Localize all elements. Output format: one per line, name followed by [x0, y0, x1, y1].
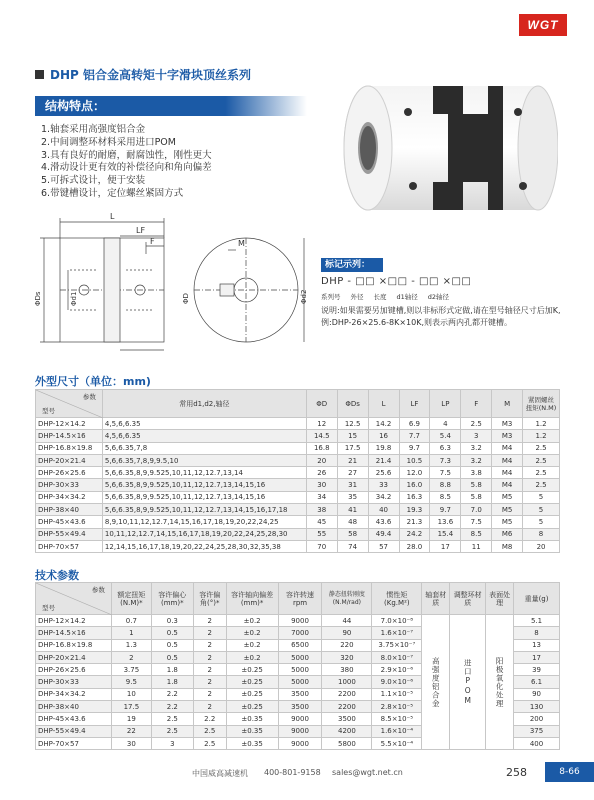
value-cell: 320: [322, 651, 372, 663]
value-cell: 2.5: [523, 442, 560, 454]
value-cell: 5: [523, 504, 560, 516]
value-cell: 1000: [322, 676, 372, 688]
value-cell: 200: [514, 713, 560, 725]
dims-corner-header: [36, 390, 103, 418]
dim-d2: Φd2: [300, 289, 308, 304]
value-cell: 4,5,6,6.35: [102, 418, 306, 430]
value-cell: 2: [193, 651, 226, 663]
value-cell: 12: [306, 418, 337, 430]
sleeve-material-cell: 高强度铝合金: [422, 615, 450, 750]
dims-table-body: [36, 418, 560, 553]
value-cell: 1.2: [523, 430, 560, 442]
value-cell: ±0.35: [226, 725, 278, 737]
value-cell: 16.3: [399, 491, 430, 503]
value-cell: 0.5: [151, 639, 193, 651]
value-cell: 43.6: [368, 516, 399, 528]
table-row: [36, 504, 560, 516]
value-cell: 48: [337, 516, 368, 528]
value-cell: ±0.2: [226, 615, 278, 627]
value-cell: 24.2: [399, 528, 430, 540]
dim-Ds: ΦDs: [34, 291, 42, 306]
marking-label: 长度: [373, 293, 387, 301]
value-cell: 5,6,6.35,7,8: [102, 442, 306, 454]
value-cell: 2: [193, 688, 226, 700]
value-cell: 2.2: [193, 713, 226, 725]
table-row: [36, 442, 560, 454]
value-cell: 1.8: [151, 676, 193, 688]
model-cell: DHP-30×33: [36, 676, 112, 688]
value-cell: 9.5: [111, 676, 151, 688]
value-cell: 2: [111, 651, 151, 663]
table-row: [36, 418, 560, 430]
value-cell: 90: [322, 627, 372, 639]
feature-item: 6.带键槽设计，定位螺丝紧固方式: [41, 187, 184, 199]
value-cell: 74: [337, 540, 368, 552]
value-cell: 3.75×10⁻⁷: [372, 639, 422, 651]
value-cell: 2: [193, 615, 226, 627]
value-cell: 58: [337, 528, 368, 540]
value-cell: 26: [306, 467, 337, 479]
marking-note-2: 例:DHP-26×25.6-8K×10K,则表示两内孔都开键槽。: [321, 317, 512, 327]
value-cell: 39: [514, 664, 560, 676]
value-cell: 14.2: [368, 418, 399, 430]
model-cell: DHP-12×14.2: [36, 615, 112, 627]
value-cell: 38: [306, 504, 337, 516]
value-cell: ±0.25: [226, 676, 278, 688]
tech-col-header: 容许轴向偏差(mm)*: [226, 583, 278, 615]
table-row: [36, 491, 560, 503]
model-cell: DHP-14.5×16: [36, 627, 112, 639]
value-cell: M4: [492, 442, 523, 454]
dim-M: M: [238, 239, 245, 248]
value-cell: 16.0: [399, 479, 430, 491]
value-cell: 2.2: [151, 688, 193, 700]
value-cell: 380: [322, 664, 372, 676]
value-cell: 49.4: [368, 528, 399, 540]
ring-material-cell: 进口POM: [450, 615, 486, 750]
dims-col-header: ΦDs: [337, 390, 368, 418]
value-cell: 16.8: [306, 442, 337, 454]
value-cell: 9.0×10⁻⁶: [372, 676, 422, 688]
value-cell: 1: [111, 627, 151, 639]
value-cell: 2: [193, 676, 226, 688]
model-cell: DHP-26×25.6: [36, 664, 112, 676]
value-cell: 7000: [278, 627, 322, 639]
value-cell: 20: [306, 454, 337, 466]
dim-F: F: [150, 237, 155, 246]
footer-company: 中国威高减速机: [192, 769, 248, 778]
marking-label: 外径: [350, 293, 364, 301]
value-cell: 3.2: [461, 454, 492, 466]
value-cell: 7.5: [430, 467, 461, 479]
value-cell: 11: [461, 540, 492, 552]
value-cell: 5.4: [430, 430, 461, 442]
value-cell: 8.5: [430, 491, 461, 503]
value-cell: 8.8: [430, 479, 461, 491]
marking-label: 系列号: [321, 293, 341, 301]
page-number: 258: [506, 766, 527, 779]
value-cell: 2.5: [523, 454, 560, 466]
value-cell: 70: [306, 540, 337, 552]
dims-col-header: ΦD: [306, 390, 337, 418]
value-cell: 8.5: [461, 528, 492, 540]
dim-LF: LF: [136, 226, 146, 235]
value-cell: ±0.35: [226, 737, 278, 749]
value-cell: 34.2: [368, 491, 399, 503]
value-cell: 1.3: [111, 639, 151, 651]
model-cell: DHP-12×14.2: [36, 418, 103, 430]
value-cell: 1.8: [151, 664, 193, 676]
value-cell: 2: [193, 664, 226, 676]
value-cell: 41: [337, 504, 368, 516]
value-cell: M3: [492, 418, 523, 430]
tech-col-header: 容许转速rpm: [278, 583, 322, 615]
model-cell: DHP-34×34.2: [36, 688, 112, 700]
tech-col-header: 容许偏角(°)*: [193, 583, 226, 615]
dims-col-header: LP: [430, 390, 461, 418]
value-cell: 5,6,6.35,8,9,9.525,10,11,12,12.7,13,14,15,16: [102, 491, 306, 503]
value-cell: 40: [368, 504, 399, 516]
value-cell: 2.5: [523, 467, 560, 479]
value-cell: 2.5: [461, 418, 492, 430]
features-header: 结构特点：: [35, 96, 307, 116]
model-cell: DHP-14.5×16: [36, 430, 103, 442]
value-cell: 5000: [278, 651, 322, 663]
value-cell: M8: [492, 540, 523, 552]
value-cell: 6.3: [430, 442, 461, 454]
value-cell: 33: [368, 479, 399, 491]
table-row: [36, 540, 560, 552]
value-cell: 5: [523, 491, 560, 503]
value-cell: 17: [514, 651, 560, 663]
value-cell: 8: [523, 528, 560, 540]
feature-item: 3.具有良好的耐磨，耐腐蚀性，刚性更大: [41, 149, 212, 161]
value-cell: 27: [337, 467, 368, 479]
value-cell: 2.2: [151, 701, 193, 713]
value-cell: M5: [492, 516, 523, 528]
feature-item: 1.轴套采用高强度铝合金: [41, 124, 146, 135]
value-cell: 9000: [278, 615, 322, 627]
model-cell: DHP-20×21.4: [36, 454, 103, 466]
value-cell: 3.2: [461, 442, 492, 454]
value-cell: 10.5: [399, 454, 430, 466]
value-cell: 4: [430, 418, 461, 430]
value-cell: 30: [306, 479, 337, 491]
dims-col-header: L: [368, 390, 399, 418]
value-cell: 13: [514, 639, 560, 651]
footer-email: sales@wgt.net.cn: [332, 768, 403, 777]
value-cell: 1.2: [523, 418, 560, 430]
marking-header: 标记示列：: [321, 258, 383, 272]
value-cell: 12.5: [337, 418, 368, 430]
value-cell: 5.1: [514, 615, 560, 627]
table-row: [36, 430, 560, 442]
value-cell: 21.4: [368, 454, 399, 466]
value-cell: 9.7: [399, 442, 430, 454]
value-cell: 19: [111, 713, 151, 725]
value-cell: 9000: [278, 725, 322, 737]
feature-item: 5.可拆式设计，便于安装: [41, 175, 146, 187]
value-cell: 2.5: [151, 713, 193, 725]
value-cell: 35: [337, 491, 368, 503]
dims-col-header: F: [461, 390, 492, 418]
value-cell: 8.5×10⁻⁵: [372, 713, 422, 725]
dims-col-header: LF: [399, 390, 430, 418]
value-cell: 3: [151, 737, 193, 749]
value-cell: 375: [514, 725, 560, 737]
value-cell: 5800: [322, 737, 372, 749]
dim-L: L: [110, 212, 115, 221]
header-model: 型号: [42, 604, 55, 612]
model-cell: DHP-16.8×19.8: [36, 442, 103, 454]
value-cell: M4: [492, 479, 523, 491]
value-cell: 1.6×10⁻⁷: [372, 627, 422, 639]
value-cell: 17.5: [337, 442, 368, 454]
value-cell: 5000: [278, 676, 322, 688]
value-cell: 25.6: [368, 467, 399, 479]
value-cell: 9000: [278, 713, 322, 725]
table-row: [36, 528, 560, 540]
dim-d1: Φd1: [70, 291, 78, 306]
value-cell: 2: [193, 639, 226, 651]
model-cell: DHP-38×40: [36, 504, 103, 516]
value-cell: 31: [337, 479, 368, 491]
dims-table: [35, 389, 560, 553]
value-cell: 90: [514, 688, 560, 700]
marking-code: DHP - □□ ×□□ - □□ ×□□: [321, 276, 472, 287]
feature-item: 4.滑动设计更有效的补偿径向和角向偏差: [41, 162, 212, 174]
value-cell: 5.8: [461, 479, 492, 491]
value-cell: 44: [322, 615, 372, 627]
value-cell: 220: [322, 639, 372, 651]
header-model: 型号: [42, 407, 55, 415]
dims-col-header: M: [492, 390, 523, 418]
model-cell: DHP-45×43.6: [36, 713, 112, 725]
value-cell: ±0.25: [226, 664, 278, 676]
value-cell: M4: [492, 454, 523, 466]
section-tab: 8-66: [545, 762, 594, 782]
value-cell: ±0.2: [226, 639, 278, 651]
value-cell: 1.1×10⁻⁵: [372, 688, 422, 700]
tech-title: 技术参数: [35, 569, 79, 582]
marking-note-1: 说明:如果需要另加键槽,则以非标形式定做,请在型号轴径尺寸后加K,: [321, 306, 561, 315]
value-cell: 5,6,6.35,8,9,9.525,10,11,12,12.7,13,14,15,16: [102, 479, 306, 491]
value-cell: 3: [461, 430, 492, 442]
value-cell: 3500: [278, 701, 322, 713]
value-cell: 14.5: [306, 430, 337, 442]
tech-col-header: 容许偏心(mm)*: [151, 583, 193, 615]
value-cell: 7.0: [461, 504, 492, 516]
technical-drawing: [24, 210, 316, 358]
value-cell: 4,5,6,6.35: [102, 430, 306, 442]
value-cell: 5,6,6.35,7,8,9,9.5,10: [102, 454, 306, 466]
value-cell: 34: [306, 491, 337, 503]
model-cell: DHP-38×40: [36, 701, 112, 713]
value-cell: 2: [193, 627, 226, 639]
model-cell: DHP-30×33: [36, 479, 103, 491]
value-cell: 7.5: [461, 516, 492, 528]
value-cell: 10: [111, 688, 151, 700]
title-marker: [35, 70, 44, 79]
marking-label: d1轴径: [396, 293, 418, 301]
value-cell: ±0.2: [226, 627, 278, 639]
features-list: [41, 124, 212, 201]
value-cell: 2.5: [151, 725, 193, 737]
value-cell: ±0.25: [226, 701, 278, 713]
value-cell: 19.8: [368, 442, 399, 454]
value-cell: 17.5: [111, 701, 151, 713]
value-cell: 6.9: [399, 418, 430, 430]
tech-col-header: 调整环材质: [450, 583, 486, 615]
tech-col-header: 惯性矩(Kg.M²): [372, 583, 422, 615]
value-cell: 2.9×10⁻⁶: [372, 664, 422, 676]
value-cell: M4: [492, 467, 523, 479]
value-cell: 8.0×10⁻⁷: [372, 651, 422, 663]
feature-item: 2.中间调整环材料采用进口POM: [41, 136, 176, 148]
dim-D: ΦD: [182, 293, 190, 304]
value-cell: 6.1: [514, 676, 560, 688]
header-param: 参数: [91, 586, 105, 594]
value-cell: 2200: [322, 701, 372, 713]
value-cell: ±0.2: [226, 651, 278, 663]
tech-col-header: 表面处理: [486, 583, 514, 615]
dims-col-header: 紧固螺丝扭矩(N.M): [523, 390, 560, 418]
value-cell: 45: [306, 516, 337, 528]
tech-col-header: 重量(g): [514, 583, 560, 615]
value-cell: 22: [111, 725, 151, 737]
value-cell: 2.8×10⁻⁵: [372, 701, 422, 713]
value-cell: 3.75: [111, 664, 151, 676]
model-cell: DHP-26×25.6: [36, 467, 103, 479]
model-cell: DHP-20×21.4: [36, 651, 112, 663]
value-cell: 21: [337, 454, 368, 466]
value-cell: M3: [492, 430, 523, 442]
surface-treatment-cell: 阳极氧化处理: [486, 615, 514, 750]
value-cell: 0.5: [151, 627, 193, 639]
model-cell: DHP-34×34.2: [36, 491, 103, 503]
value-cell: 15.4: [430, 528, 461, 540]
value-cell: 9000: [278, 737, 322, 749]
page-title: [35, 66, 251, 83]
value-cell: 7.3: [430, 454, 461, 466]
value-cell: 15: [337, 430, 368, 442]
value-cell: 16: [368, 430, 399, 442]
value-cell: 3500: [322, 713, 372, 725]
value-cell: 30: [111, 737, 151, 749]
value-cell: 5.8: [461, 491, 492, 503]
value-cell: 400: [514, 737, 560, 749]
table-row: [36, 479, 560, 491]
value-cell: 2.5: [523, 479, 560, 491]
marking-labels: [321, 292, 459, 301]
value-cell: 0.5: [151, 651, 193, 663]
value-cell: 57: [368, 540, 399, 552]
model-cell: DHP-55×49.4: [36, 528, 103, 540]
tech-col-header: 轴套材质: [422, 583, 450, 615]
tech-col-header: 额定扭矩(N.M)*: [111, 583, 151, 615]
dims-title: 外型尺寸（单位：mm): [35, 375, 151, 388]
table-row: [36, 615, 560, 627]
value-cell: 7.0×10⁻⁸: [372, 615, 422, 627]
value-cell: 2.5: [193, 725, 226, 737]
value-cell: 3500: [278, 688, 322, 700]
model-cell: DHP-55×49.4: [36, 725, 112, 737]
value-cell: 5: [523, 516, 560, 528]
value-cell: 2200: [322, 688, 372, 700]
value-cell: 0.3: [151, 615, 193, 627]
value-cell: 7.7: [399, 430, 430, 442]
tech-table: [35, 582, 560, 750]
value-cell: 55: [306, 528, 337, 540]
model-cell: DHP-16.8×19.8: [36, 639, 112, 651]
value-cell: 8: [514, 627, 560, 639]
value-cell: 12,14,15,16,17,18,19,20,22,24,25,28,30,32,35,38: [102, 540, 306, 552]
dims-col-header: 常用d1,d2,轴径: [102, 390, 306, 418]
value-cell: 5,6,6.35,8,9,9.525,10,11,12,12.7,13,14,15,16,17,18: [102, 504, 306, 516]
value-cell: 17: [430, 540, 461, 552]
footer-phone: 400-801-9158: [264, 768, 321, 777]
value-cell: 1.6×10⁻⁴: [372, 725, 422, 737]
value-cell: 130: [514, 701, 560, 713]
value-cell: 12.0: [399, 467, 430, 479]
value-cell: 5.5×10⁻⁴: [372, 737, 422, 749]
table-row: [36, 467, 560, 479]
tech-col-header: 静态扭转刚度(N.M/rad): [322, 583, 372, 615]
value-cell: 6500: [278, 639, 322, 651]
model-cell: DHP-70×57: [36, 540, 103, 552]
value-cell: 20: [523, 540, 560, 552]
value-cell: 5000: [278, 664, 322, 676]
value-cell: 4200: [322, 725, 372, 737]
value-cell: ±0.25: [226, 688, 278, 700]
page-title-text: DHP 铝合金高转矩十字滑块顶丝系列: [50, 68, 251, 82]
value-cell: 13.6: [430, 516, 461, 528]
value-cell: 19.3: [399, 504, 430, 516]
value-cell: 5,6,6.35,8,9,9.525,10,11,12,12.7,13,14: [102, 467, 306, 479]
model-cell: DHP-70×57: [36, 737, 112, 749]
value-cell: 8,9,10,11,12,12.7,14,15,16,17,18,19,20,22,24,25: [102, 516, 306, 528]
brand-logo: WGT: [519, 14, 567, 36]
value-cell: 2.5: [193, 737, 226, 749]
product-image: [338, 74, 558, 222]
tech-corner-header: [36, 583, 112, 615]
value-cell: 9.7: [430, 504, 461, 516]
value-cell: M6: [492, 528, 523, 540]
value-cell: 3.8: [461, 467, 492, 479]
tech-table-body: [36, 615, 560, 750]
value-cell: ±0.35: [226, 713, 278, 725]
value-cell: 0.7: [111, 615, 151, 627]
model-cell: DHP-45×43.6: [36, 516, 103, 528]
value-cell: M5: [492, 491, 523, 503]
header-param: 参数: [82, 393, 96, 401]
value-cell: 28.0: [399, 540, 430, 552]
table-row: [36, 516, 560, 528]
value-cell: 10,11,12,12.7,14,15,16,17,18,19,20,22,24,25,28,30: [102, 528, 306, 540]
value-cell: M5: [492, 504, 523, 516]
value-cell: 21.3: [399, 516, 430, 528]
marking-note: [321, 305, 571, 328]
value-cell: 2: [193, 701, 226, 713]
table-row: [36, 454, 560, 466]
marking-label: d2轴径: [427, 293, 450, 301]
